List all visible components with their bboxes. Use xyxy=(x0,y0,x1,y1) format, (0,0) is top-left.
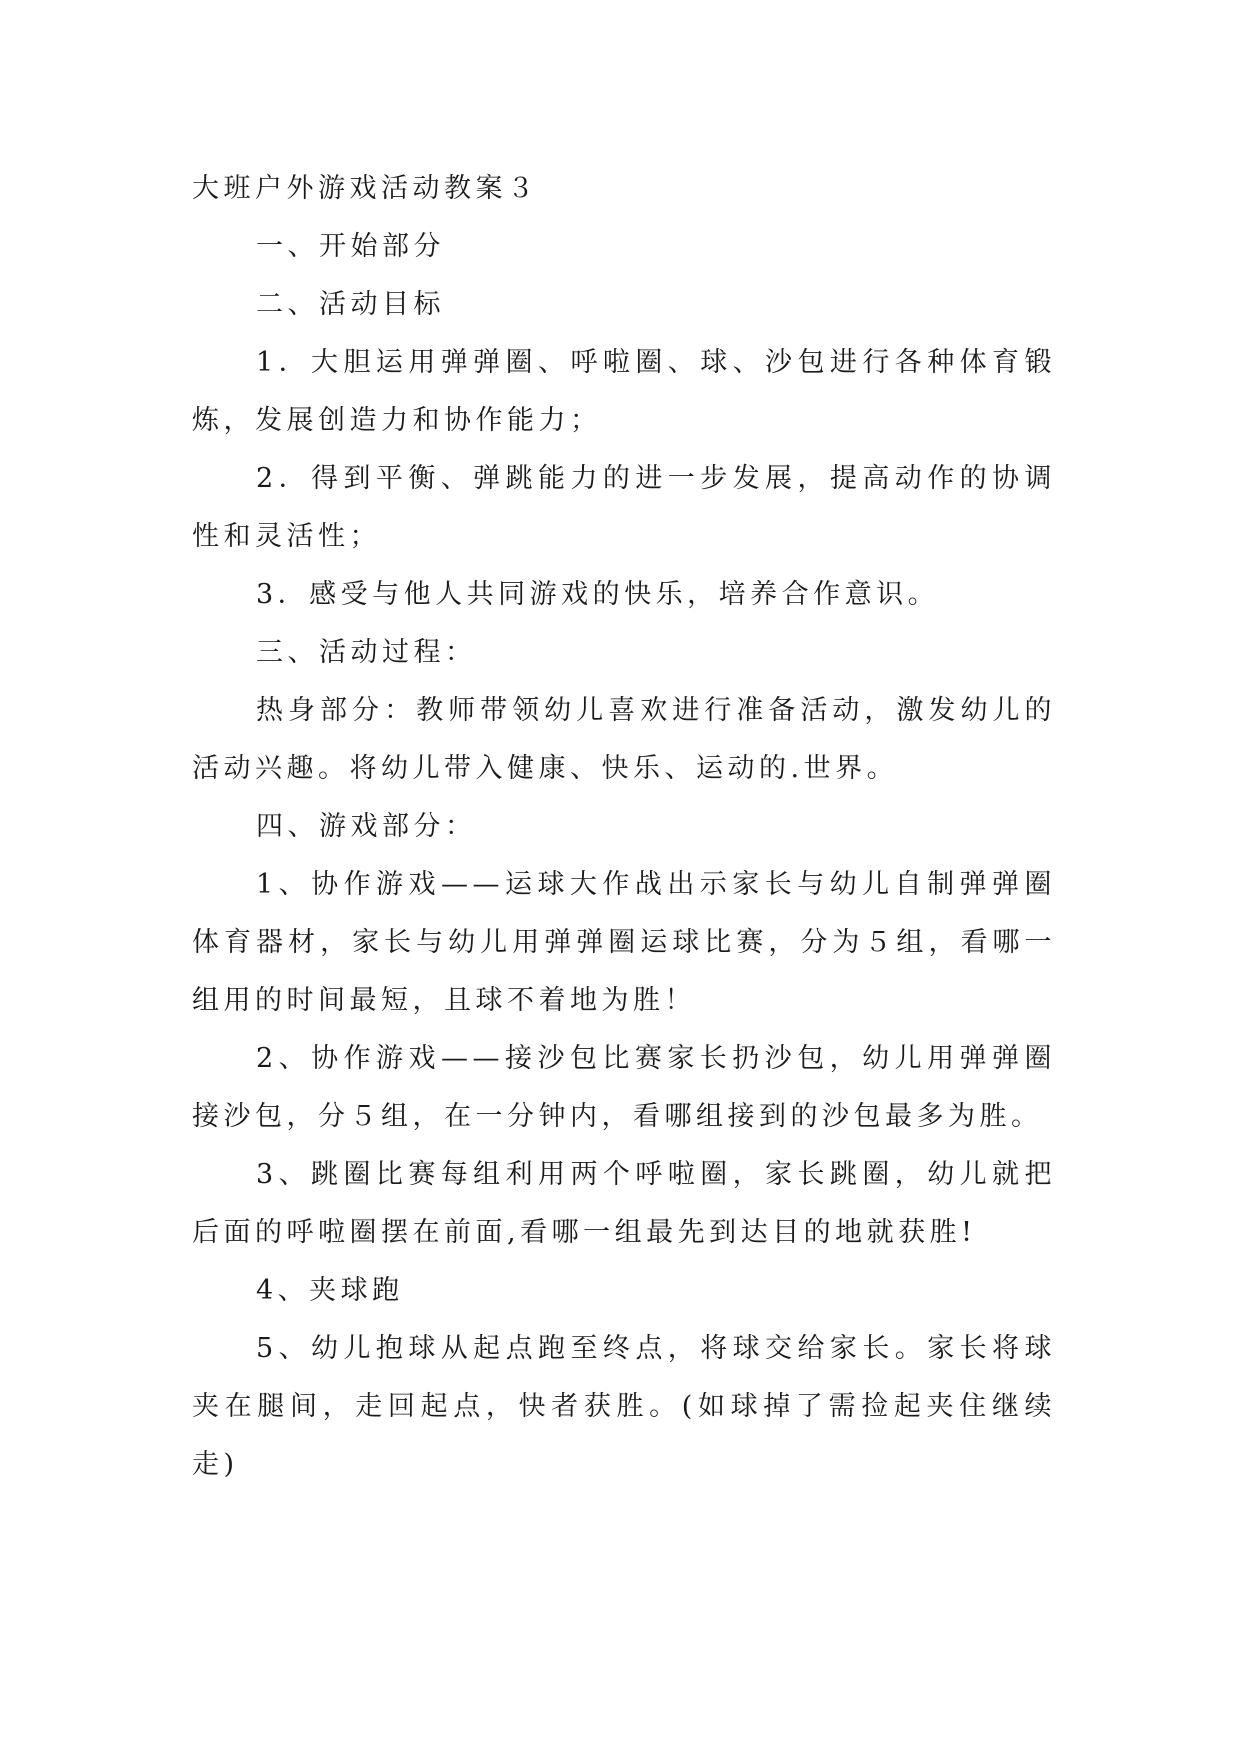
game-item-2: 2、协作游戏——接沙包比赛家长扔沙包，幼儿用弹弹圈接沙包，分５组，在一分钟内，看哪组接到的沙包最多为胜。 xyxy=(192,1043,1056,1132)
game-item-4: 4、夹球跑 xyxy=(256,1275,404,1306)
warmup-paragraph: 热身部分：教师带领幼儿喜欢进行准备活动，激发幼儿的活动兴趣。将幼儿带入健康、快乐、运动的.世界。 xyxy=(192,695,1056,784)
document-body xyxy=(192,160,1056,1494)
section-heading-games: 四、游戏部分： xyxy=(256,811,477,842)
game-item-5: 5、幼儿抱球从起点跑至终点，将球交给家长。家长将球夹在腿间，走回起点，快者获胜。(如球掉了需捡起夹住继续走) xyxy=(192,1333,1056,1480)
goal-item-1: 1．大胆运用弹弹圈、呼啦圈、球、沙包进行各种体育锻炼，发展创造力和协作能力； xyxy=(192,347,1056,436)
game-item-3: 3、跳圈比赛每组利用两个呼啦圈，家长跳圈，幼儿就把后面的呼啦圈摆在前面,看哪一组最先到达目的地就获胜! xyxy=(192,1159,1056,1248)
goal-item-3: 3．感受与他人共同游戏的快乐，培养合作意识。 xyxy=(256,579,940,610)
section-heading-process: 三、活动过程： xyxy=(256,637,477,668)
section-heading-start: 一、开始部分 xyxy=(256,231,445,262)
game-item-1: 1、协作游戏——运球大作战出示家长与幼儿自制弹弹圈体育器材，家长与幼儿用弹弹圈运球比赛，分为５组，看哪一组用的时间最短，且球不着地为胜！ xyxy=(192,869,1056,1016)
goal-item-2: 2．得到平衡、弹跳能力的进一步发展，提高动作的协调性和灵活性； xyxy=(192,463,1056,552)
section-heading-goals: 二、活动目标 xyxy=(256,289,445,320)
document-title: 大班户外游戏活动教案３ xyxy=(192,173,539,204)
